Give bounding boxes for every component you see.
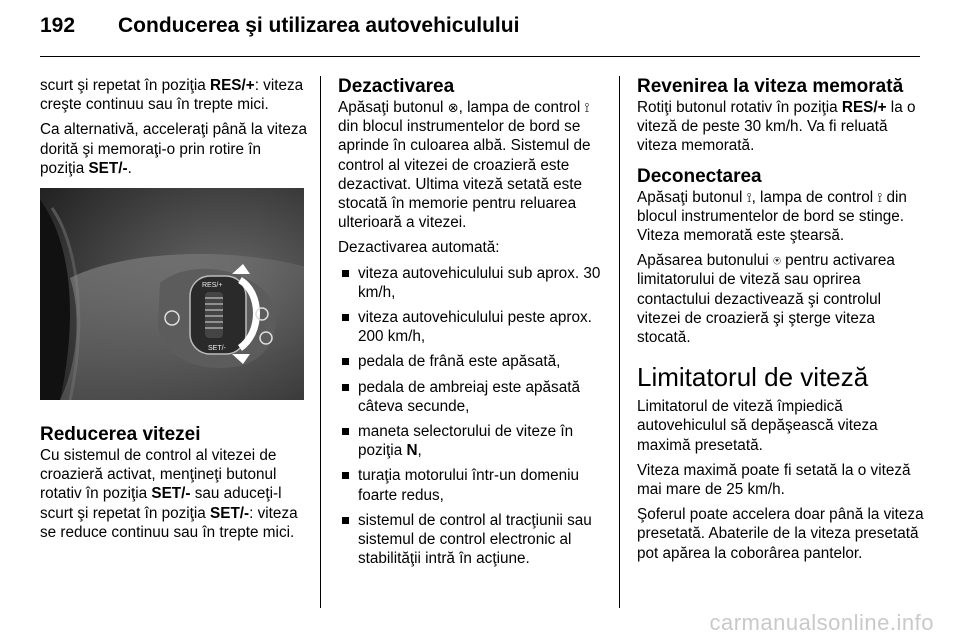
cancel-icon: ⊗	[447, 100, 459, 115]
list-item: viteza autovehiculului sub aprox. 30 km/h,	[338, 264, 606, 302]
paragraph: Cu sistemul de control al vitezei de croazieră activat, menţineţi butonul rotativ în poziţia SET/- sau aduceţi-l scurt şi repetat în poziţia SET/-: viteza se reduce continuu sau în trepte mici.	[40, 447, 298, 541]
paragraph: Limitatorul de viteză împiedică autovehiculul să depăşească viteza maximă presetată.	[637, 398, 878, 454]
auto-deactivation-list	[338, 264, 606, 569]
cruise-control-icon: ⟟	[746, 189, 752, 205]
heading-limitator: Limitatorul de viteză	[637, 362, 869, 393]
list-item: pedala de frână este apăsată,	[338, 352, 606, 371]
cruise-control-icon: ⟟	[877, 189, 883, 205]
set-label: SET/-	[208, 345, 226, 353]
column-divider-1	[320, 76, 321, 608]
heading-dezactivarea: Dezactivarea	[338, 76, 455, 97]
page-number: 192	[40, 14, 76, 37]
steering-wheel-photo	[40, 188, 304, 400]
heading-revenirea: Revenirea la viteza memorată	[637, 76, 904, 97]
paragraph: Rotiţi butonul rotativ în poziţia RES/+ la o viteză de peste 30 km/h. Va fi reluată viteza memorată.	[637, 99, 916, 155]
cruise-control-icon: ⟟	[584, 100, 590, 115]
column-3	[637, 76, 927, 569]
paragraph: scurt şi repetat în poziţia RES/+: viteza creşte continuu sau în trepte mici.	[40, 77, 304, 114]
chapter-title: Conducerea şi utilizarea autovehiculului	[118, 14, 520, 37]
list-item: viteza autovehiculului peste aprox. 200 km/h,	[338, 308, 606, 346]
header-rule	[40, 56, 920, 57]
speed-limiter-icon: ⍟	[773, 253, 781, 269]
list-item: maneta selectorului de viteze în poziţia N,	[338, 422, 606, 460]
watermark: carmanualsonline.info	[709, 610, 934, 635]
list-item: sistemul de control al tracţiunii sau sistemul de control electronic al stabilităţii intră în acţiune.	[338, 511, 606, 569]
thumbwheel	[205, 292, 223, 338]
column-divider-2	[619, 76, 620, 608]
heading-deconectarea: Deconectarea	[637, 165, 762, 187]
paragraph: Apăsarea butonului ⍟ pentru activarea limitatorului de viteză sau oprirea contactului dezactivează şi controlul vitezei de croazieră şi şterge viteza stocată.	[637, 252, 895, 347]
heading-reducere: Reducerea vitezei	[40, 424, 201, 446]
column-1	[40, 76, 308, 548]
paragraph: Apăsaţi butonul ⊗, lampa de control ⟟ din blocul instrumentelor de bord se aprinde în culoarea albă. Sistemul de control al vitezei de croazieră este dezactivat. Ultima viteză setată este stocată în memorie pentru reluarea ulterioară a vitezei.	[338, 99, 591, 232]
list-item: turaţia motorului într-un domeniu foarte redus,	[338, 466, 606, 504]
paragraph: Dezactivarea automată:	[338, 239, 500, 257]
paragraph: Apăsaţi butonul ⟟, lampa de control ⟟ din blocul instrumentelor de bord se stinge. Viteza memorată este ştearsă.	[637, 188, 907, 245]
paragraph: Viteza maximă poate fi setată la o viteză mai mare de 25 km/h.	[637, 461, 911, 499]
res-label: RES/+	[202, 282, 223, 290]
paragraph: Ca alternativă, acceleraţi până la viteza dorită şi memoraţi-o prin rotire în poziţia SET/-.	[40, 121, 307, 177]
paragraph: Şoferul poate accelera doar până la viteza presetată. Abaterile de la viteza presetată pot apărea la coborârea pantelor.	[637, 506, 924, 562]
list-item: pedala de ambreiaj este apăsată câteva secunde,	[338, 378, 606, 416]
steering-wheel-illustration	[40, 188, 304, 400]
column-2	[338, 76, 606, 574]
page-header	[40, 14, 920, 58]
